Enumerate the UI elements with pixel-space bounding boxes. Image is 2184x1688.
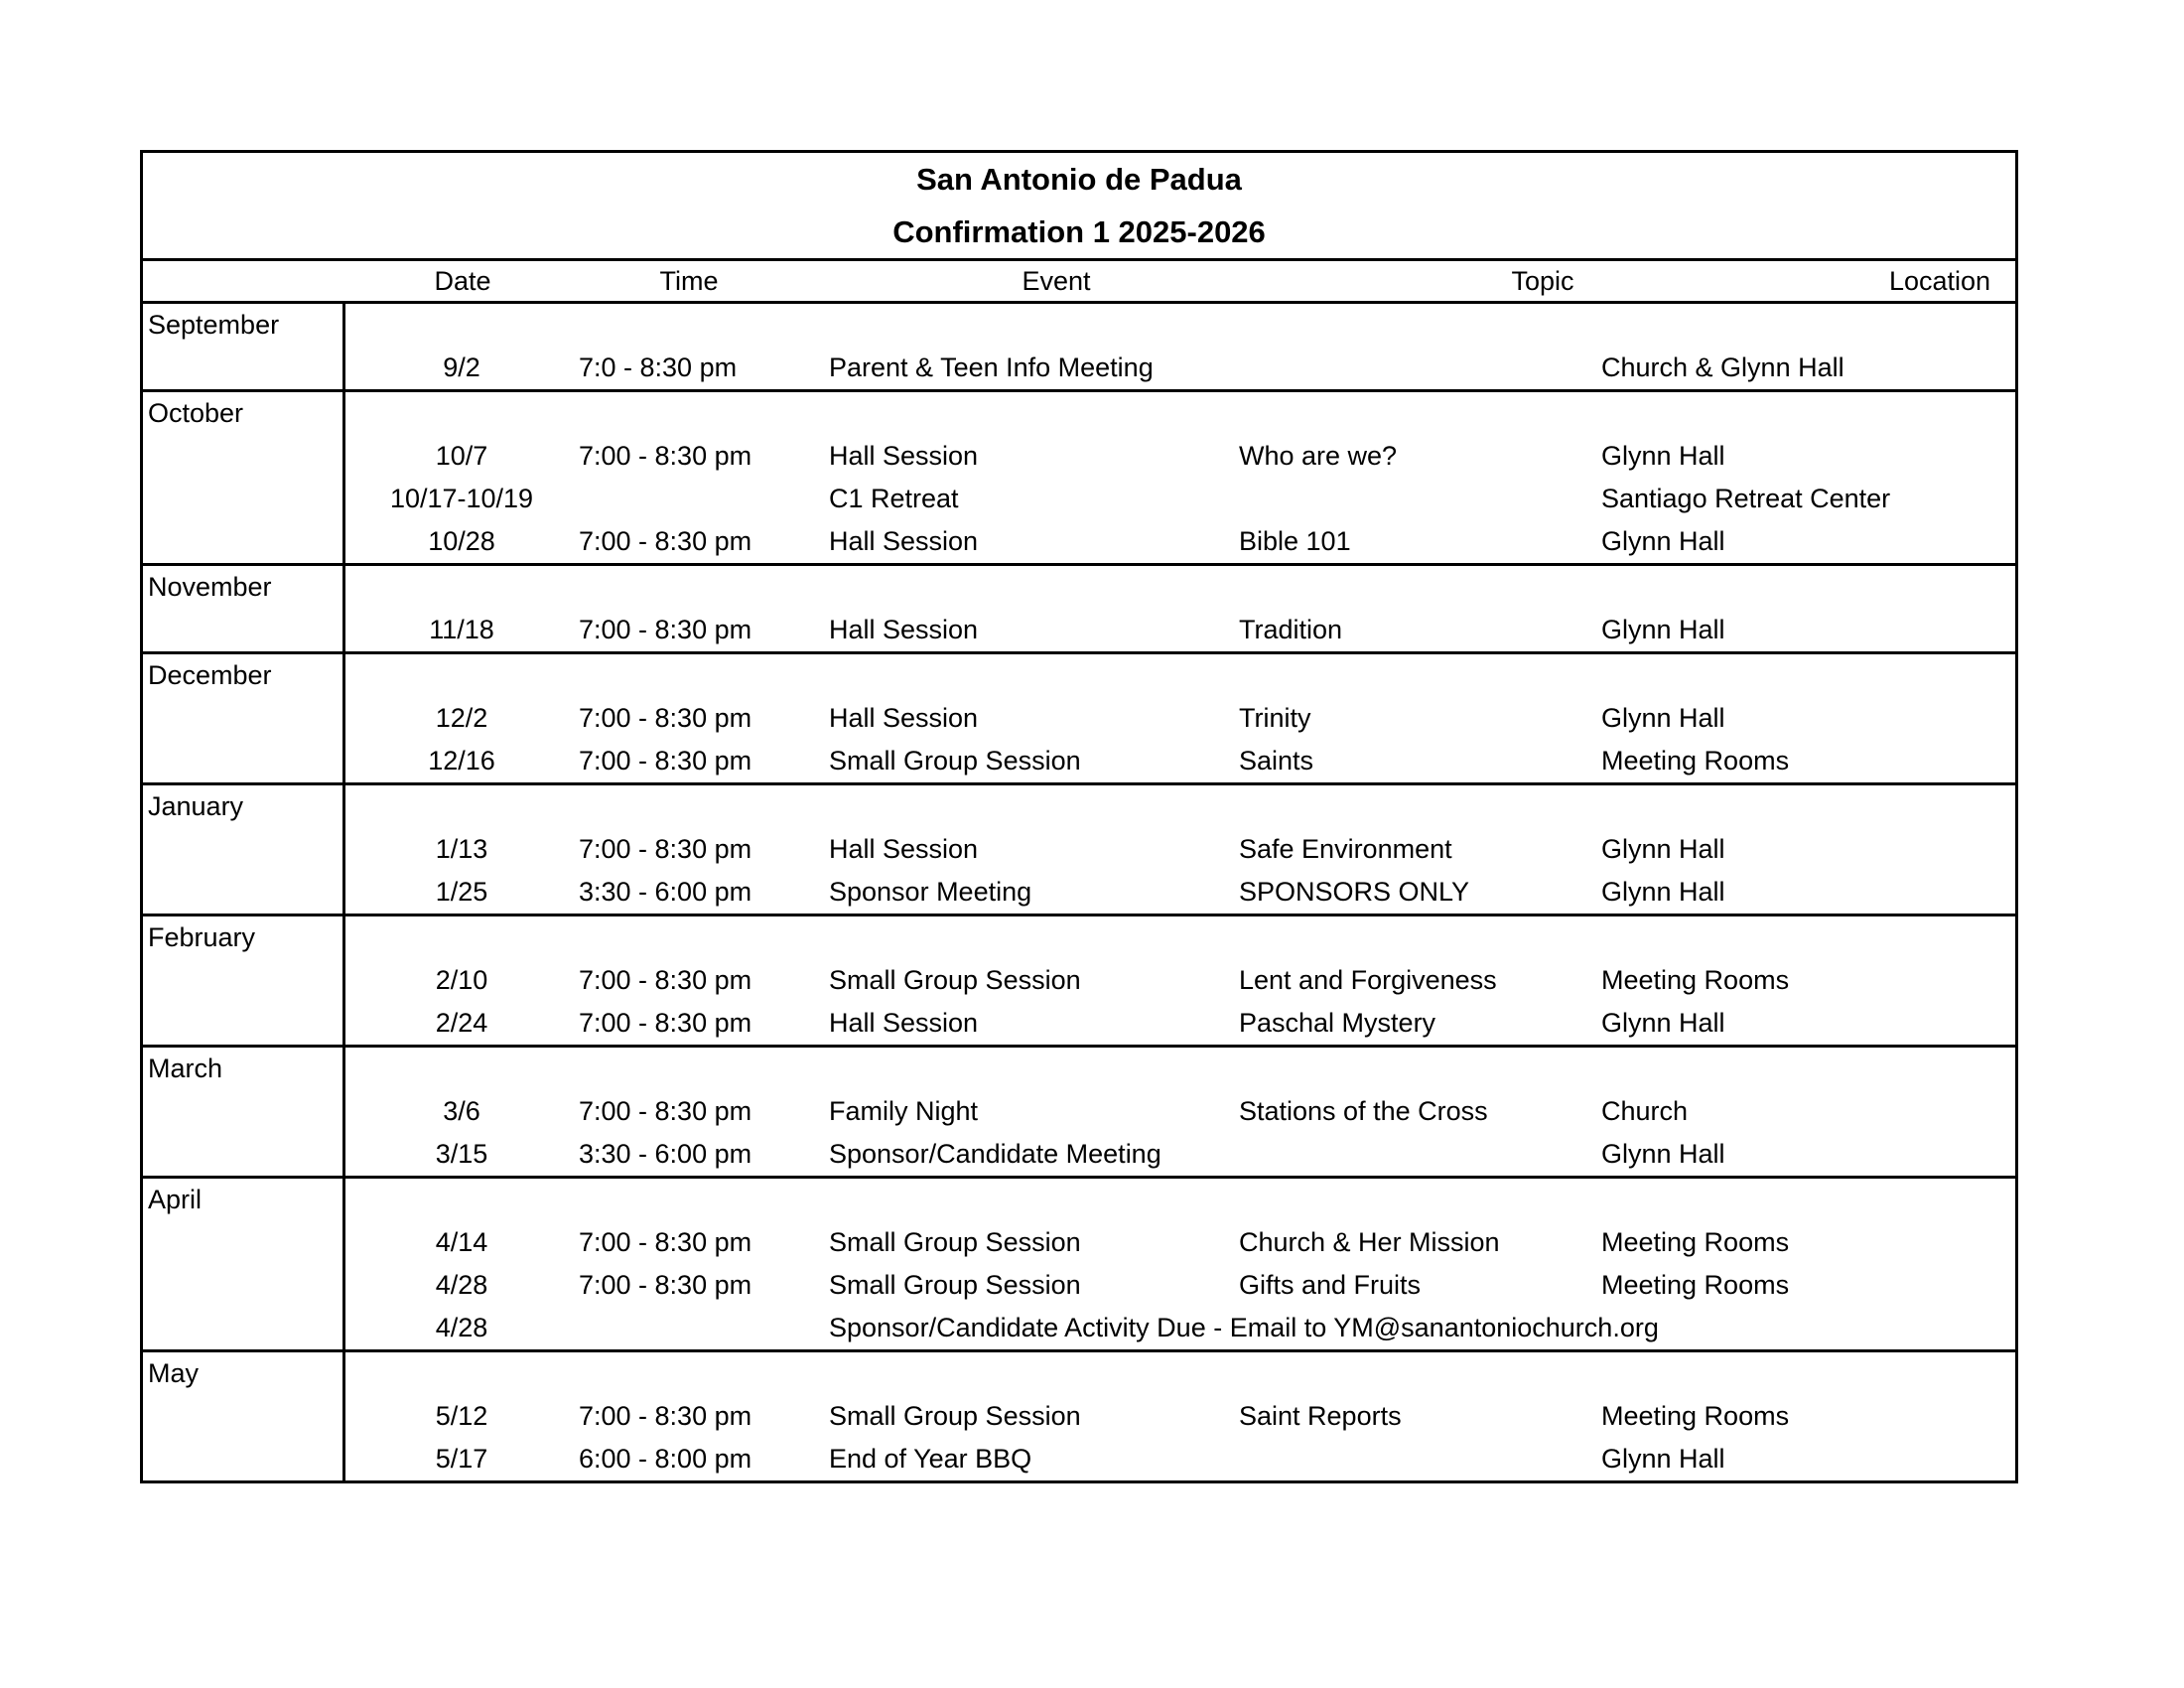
table-row (345, 609, 2015, 651)
event-date: 12/2 (435, 703, 488, 733)
event-date: 4/28 (435, 1270, 488, 1300)
event-location: Santiago Retreat Center (1601, 484, 1891, 513)
event-date: 12/16 (428, 746, 495, 775)
table-row (345, 1090, 2015, 1133)
event-location: Meeting Rooms (1601, 1227, 1790, 1257)
event-name: Sponsor/Candidate Meeting (829, 1139, 1161, 1169)
event-topic: Saint Reports (1239, 1401, 1402, 1431)
event-name: Parent & Teen Info Meeting (829, 352, 1154, 382)
table-row (345, 1395, 2015, 1438)
event-date: 4/28 (435, 1313, 488, 1342)
event-name: Sponsor Meeting (829, 877, 1032, 907)
month-section (143, 566, 2015, 654)
event-date: 1/13 (435, 834, 488, 864)
event-name: Small Group Session (829, 965, 1081, 995)
table-row (345, 1002, 2015, 1045)
event-time: 7:0 - 8:30 pm (579, 352, 738, 382)
table-row (345, 520, 2015, 563)
event-date: 3/6 (443, 1096, 480, 1126)
event-time: 6:00 - 8:00 pm (579, 1444, 752, 1474)
event-name: C1 Retreat (829, 484, 959, 513)
month-sections (143, 304, 2015, 1480)
schedule-table (140, 150, 2018, 1483)
event-topic: Stations of the Cross (1239, 1096, 1488, 1126)
table-row (345, 871, 2015, 914)
event-location: Meeting Rooms (1601, 746, 1790, 775)
event-name: Small Group Session (829, 746, 1081, 775)
event-time: 7:00 - 8:30 pm (579, 1270, 752, 1300)
event-time: 7:00 - 8:30 pm (579, 526, 752, 556)
month-events (345, 392, 2015, 563)
event-date: 10/28 (428, 526, 495, 556)
event-location: Church (1601, 1096, 1689, 1126)
event-location: Glynn Hall (1601, 526, 1725, 556)
month-section (143, 392, 2015, 566)
event-date: 10/17-10/19 (389, 484, 534, 513)
table-row (345, 1307, 2015, 1349)
month-label: March (143, 1048, 345, 1176)
month-events (345, 916, 2015, 1045)
month-events (345, 566, 2015, 651)
event-time: 7:00 - 8:30 pm (579, 746, 752, 775)
event-name: Hall Session (829, 526, 979, 556)
event-time: 7:00 - 8:30 pm (579, 441, 752, 471)
event-topic: SPONSORS ONLY (1239, 877, 1470, 907)
event-time: 3:30 - 6:00 pm (579, 877, 752, 907)
month-events (345, 1352, 2015, 1480)
table-row (345, 828, 2015, 871)
event-location: Glynn Hall (1601, 1444, 1725, 1474)
event-column-header: Event (1022, 266, 1091, 296)
event-date: 2/24 (435, 1008, 488, 1038)
event-topic: Bible 101 (1239, 526, 1351, 556)
month-label: December (143, 654, 345, 782)
month-section (143, 654, 2015, 785)
event-time: 7:00 - 8:30 pm (579, 1227, 752, 1257)
month-section (143, 916, 2015, 1048)
time-column-header: Time (659, 266, 719, 296)
location-column-header: Location (1888, 266, 1991, 296)
table-row (345, 435, 2015, 478)
event-date: 2/10 (435, 965, 488, 995)
event-topic: Lent and Forgiveness (1239, 965, 1497, 995)
event-date: 11/18 (429, 615, 494, 644)
event-date: 3/15 (435, 1139, 488, 1169)
event-topic: Tradition (1239, 615, 1343, 644)
event-topic: Who are we? (1239, 441, 1398, 471)
event-location: Glynn Hall (1601, 615, 1725, 644)
column-header-row (143, 261, 2015, 304)
month-label: October (143, 392, 345, 563)
month-section (143, 1179, 2015, 1352)
month-label: February (143, 916, 345, 1045)
event-name: Sponsor/Candidate Activity Due - Email to YM@sanantoniochurch.org (829, 1313, 1659, 1342)
event-time: 7:00 - 8:30 pm (579, 965, 752, 995)
topic-column-header: Topic (1511, 266, 1574, 296)
event-location: Glynn Hall (1601, 1139, 1725, 1169)
event-name: Small Group Session (829, 1401, 1081, 1431)
event-location: Glynn Hall (1601, 1008, 1725, 1038)
month-events (345, 1179, 2015, 1349)
event-date: 5/12 (435, 1401, 488, 1431)
month-label: May (143, 1352, 345, 1480)
month-label: September (143, 304, 345, 389)
event-time: 7:00 - 8:30 pm (579, 1008, 752, 1038)
month-label: April (143, 1179, 345, 1349)
table-row (345, 1264, 2015, 1307)
month-section (143, 785, 2015, 916)
event-topic: Paschal Mystery (1239, 1008, 1436, 1038)
month-section (143, 1048, 2015, 1179)
table-row (345, 1221, 2015, 1264)
month-label: November (143, 566, 345, 651)
event-location: Glynn Hall (1601, 877, 1725, 907)
event-name: Hall Session (829, 1008, 979, 1038)
table-row (345, 959, 2015, 1002)
table-row (345, 1133, 2015, 1176)
event-date: 5/17 (435, 1444, 488, 1474)
table-row (345, 478, 2015, 520)
event-topic: Trinity (1239, 703, 1311, 733)
event-time: 3:30 - 6:00 pm (579, 1139, 752, 1169)
event-name: Hall Session (829, 615, 979, 644)
event-location: Church & Glynn Hall (1601, 352, 1844, 382)
event-name: Family Night (829, 1096, 979, 1126)
event-date: 4/14 (435, 1227, 488, 1257)
event-location: Meeting Rooms (1601, 1401, 1790, 1431)
event-time: 7:00 - 8:30 pm (579, 615, 752, 644)
event-time: 7:00 - 8:30 pm (579, 1096, 752, 1126)
program-title: Confirmation 1 2025-2026 (892, 214, 1266, 249)
event-time: 7:00 - 8:30 pm (579, 703, 752, 733)
event-name: Hall Session (829, 703, 979, 733)
event-name: Small Group Session (829, 1270, 1081, 1300)
date-column-header: Date (434, 266, 491, 296)
event-topic: Safe Environment (1239, 834, 1452, 864)
event-topic: Saints (1239, 746, 1314, 775)
event-name: Small Group Session (829, 1227, 1081, 1257)
event-time: 7:00 - 8:30 pm (579, 1401, 752, 1431)
event-location: Glynn Hall (1601, 703, 1725, 733)
event-name: End of Year BBQ (829, 1444, 1032, 1474)
event-date: 1/25 (435, 877, 488, 907)
parish-title: San Antonio de Padua (916, 162, 1242, 197)
title-block (143, 153, 2015, 261)
month-events (345, 785, 2015, 914)
event-time: 7:00 - 8:30 pm (579, 834, 752, 864)
event-location: Glynn Hall (1601, 834, 1725, 864)
table-row (345, 347, 2015, 389)
month-section (143, 304, 2015, 392)
table-row (345, 1438, 2015, 1480)
event-location: Glynn Hall (1601, 441, 1725, 471)
event-location: Meeting Rooms (1601, 1270, 1790, 1300)
event-date: 10/7 (435, 441, 488, 471)
event-date: 9/2 (443, 352, 480, 382)
month-events (345, 1048, 2015, 1176)
event-topic: Church & Her Mission (1239, 1227, 1500, 1257)
event-location: Meeting Rooms (1601, 965, 1790, 995)
month-label: January (143, 785, 345, 914)
event-topic: Gifts and Fruits (1239, 1270, 1422, 1300)
table-row (345, 740, 2015, 782)
month-section (143, 1352, 2015, 1480)
month-events (345, 304, 2015, 389)
event-name: Hall Session (829, 834, 979, 864)
table-row (345, 697, 2015, 740)
event-name: Hall Session (829, 441, 979, 471)
month-events (345, 654, 2015, 782)
